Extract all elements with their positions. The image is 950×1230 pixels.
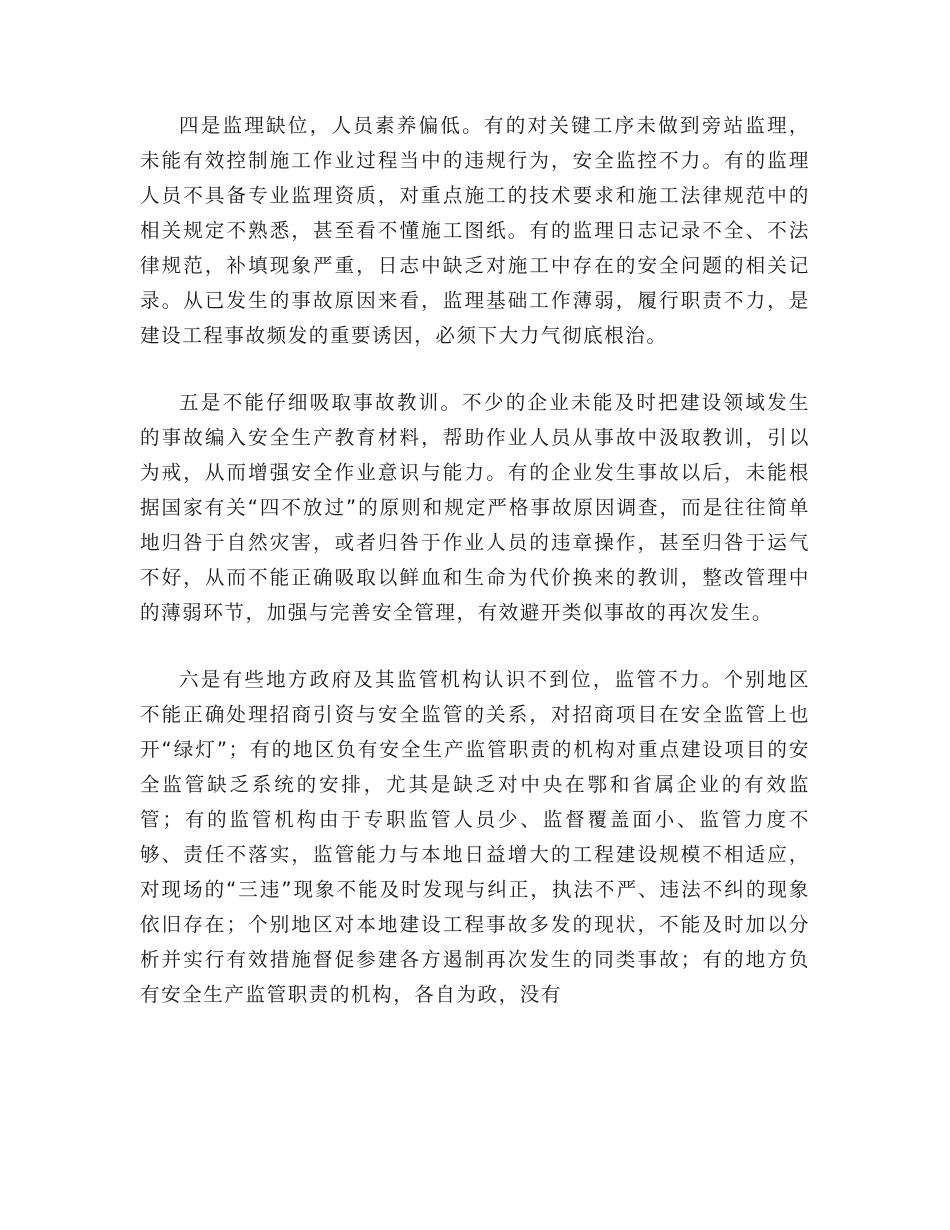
paragraph-accident-lessons: 五是不能仔细吸取事故教训。不少的企业未能及时把建设领域发生的事故编入安全生产教育材料，帮助作业人员从事故中汲取教训，引以为戒，从而增强安全作业意识与能力。有的企业发生事故以后，未能根据国家有关“四不放过”的原则和规定严格事故原因调查，而是往往简单地归咎于自然灾害，或者归咎于作业人员的违章操作，甚至归咎于运气不好，从而不能正确吸取以鲜血和生命为代价换来的教训，整改管理中的薄弱环节，加强与完善安全管理，有效避开类似事故的再次发生。 [140,391,810,624]
document-page [140,108,810,1012]
paragraph-government-oversight: 六是有些地方政府及其监管机构认识不到位，监管不力。个别地区不能正确处理招商引资与安全监管的关系，对招商项目在安全监管上也开“绿灯”；有的地区负有安全生产监管职责的机构对重点建设项目的安全监管缺乏系统的安排，尤其是缺乏对中央在鄂和省属企业的有效监管；有的监管机构由于专职监管人员少、监督覆盖面小、监管力度不够、责任不落实，监管能力与本地日益增大的工程建设规模不相适应，对现场的“三违”现象不能及时发现与纠正，执法不严、违法不纠的现象依旧存在；个别地区对本地建设工程事故多发的现状，不能及时加以分析并实行有效措施督促参建各方遏制再次发生的同类事故；有的地方负有安全生产监管职责的机构，各自为政，没有 [140,668,810,1006]
paragraph-supervision: 四是监理缺位，人员素养偏低。有的对关键工序未做到旁站监理，未能有效控制施工作业过程当中的违规行为，安全监控不力。有的监理人员不具备专业监理资质，对重点施工的技术要求和施工法律规范中的相关规定不熟悉，甚至看不懂施工图纸。有的监理日志记录不全、不法律规范，补填现象严重，日志中缺乏对施工中存在的安全问题的相关记录。从已发生的事故原因来看，监理基础工作薄弱，履行职责不力，是建设工程事故频发的重要诱因，必须下大力气彻底根治。 [140,114,810,347]
